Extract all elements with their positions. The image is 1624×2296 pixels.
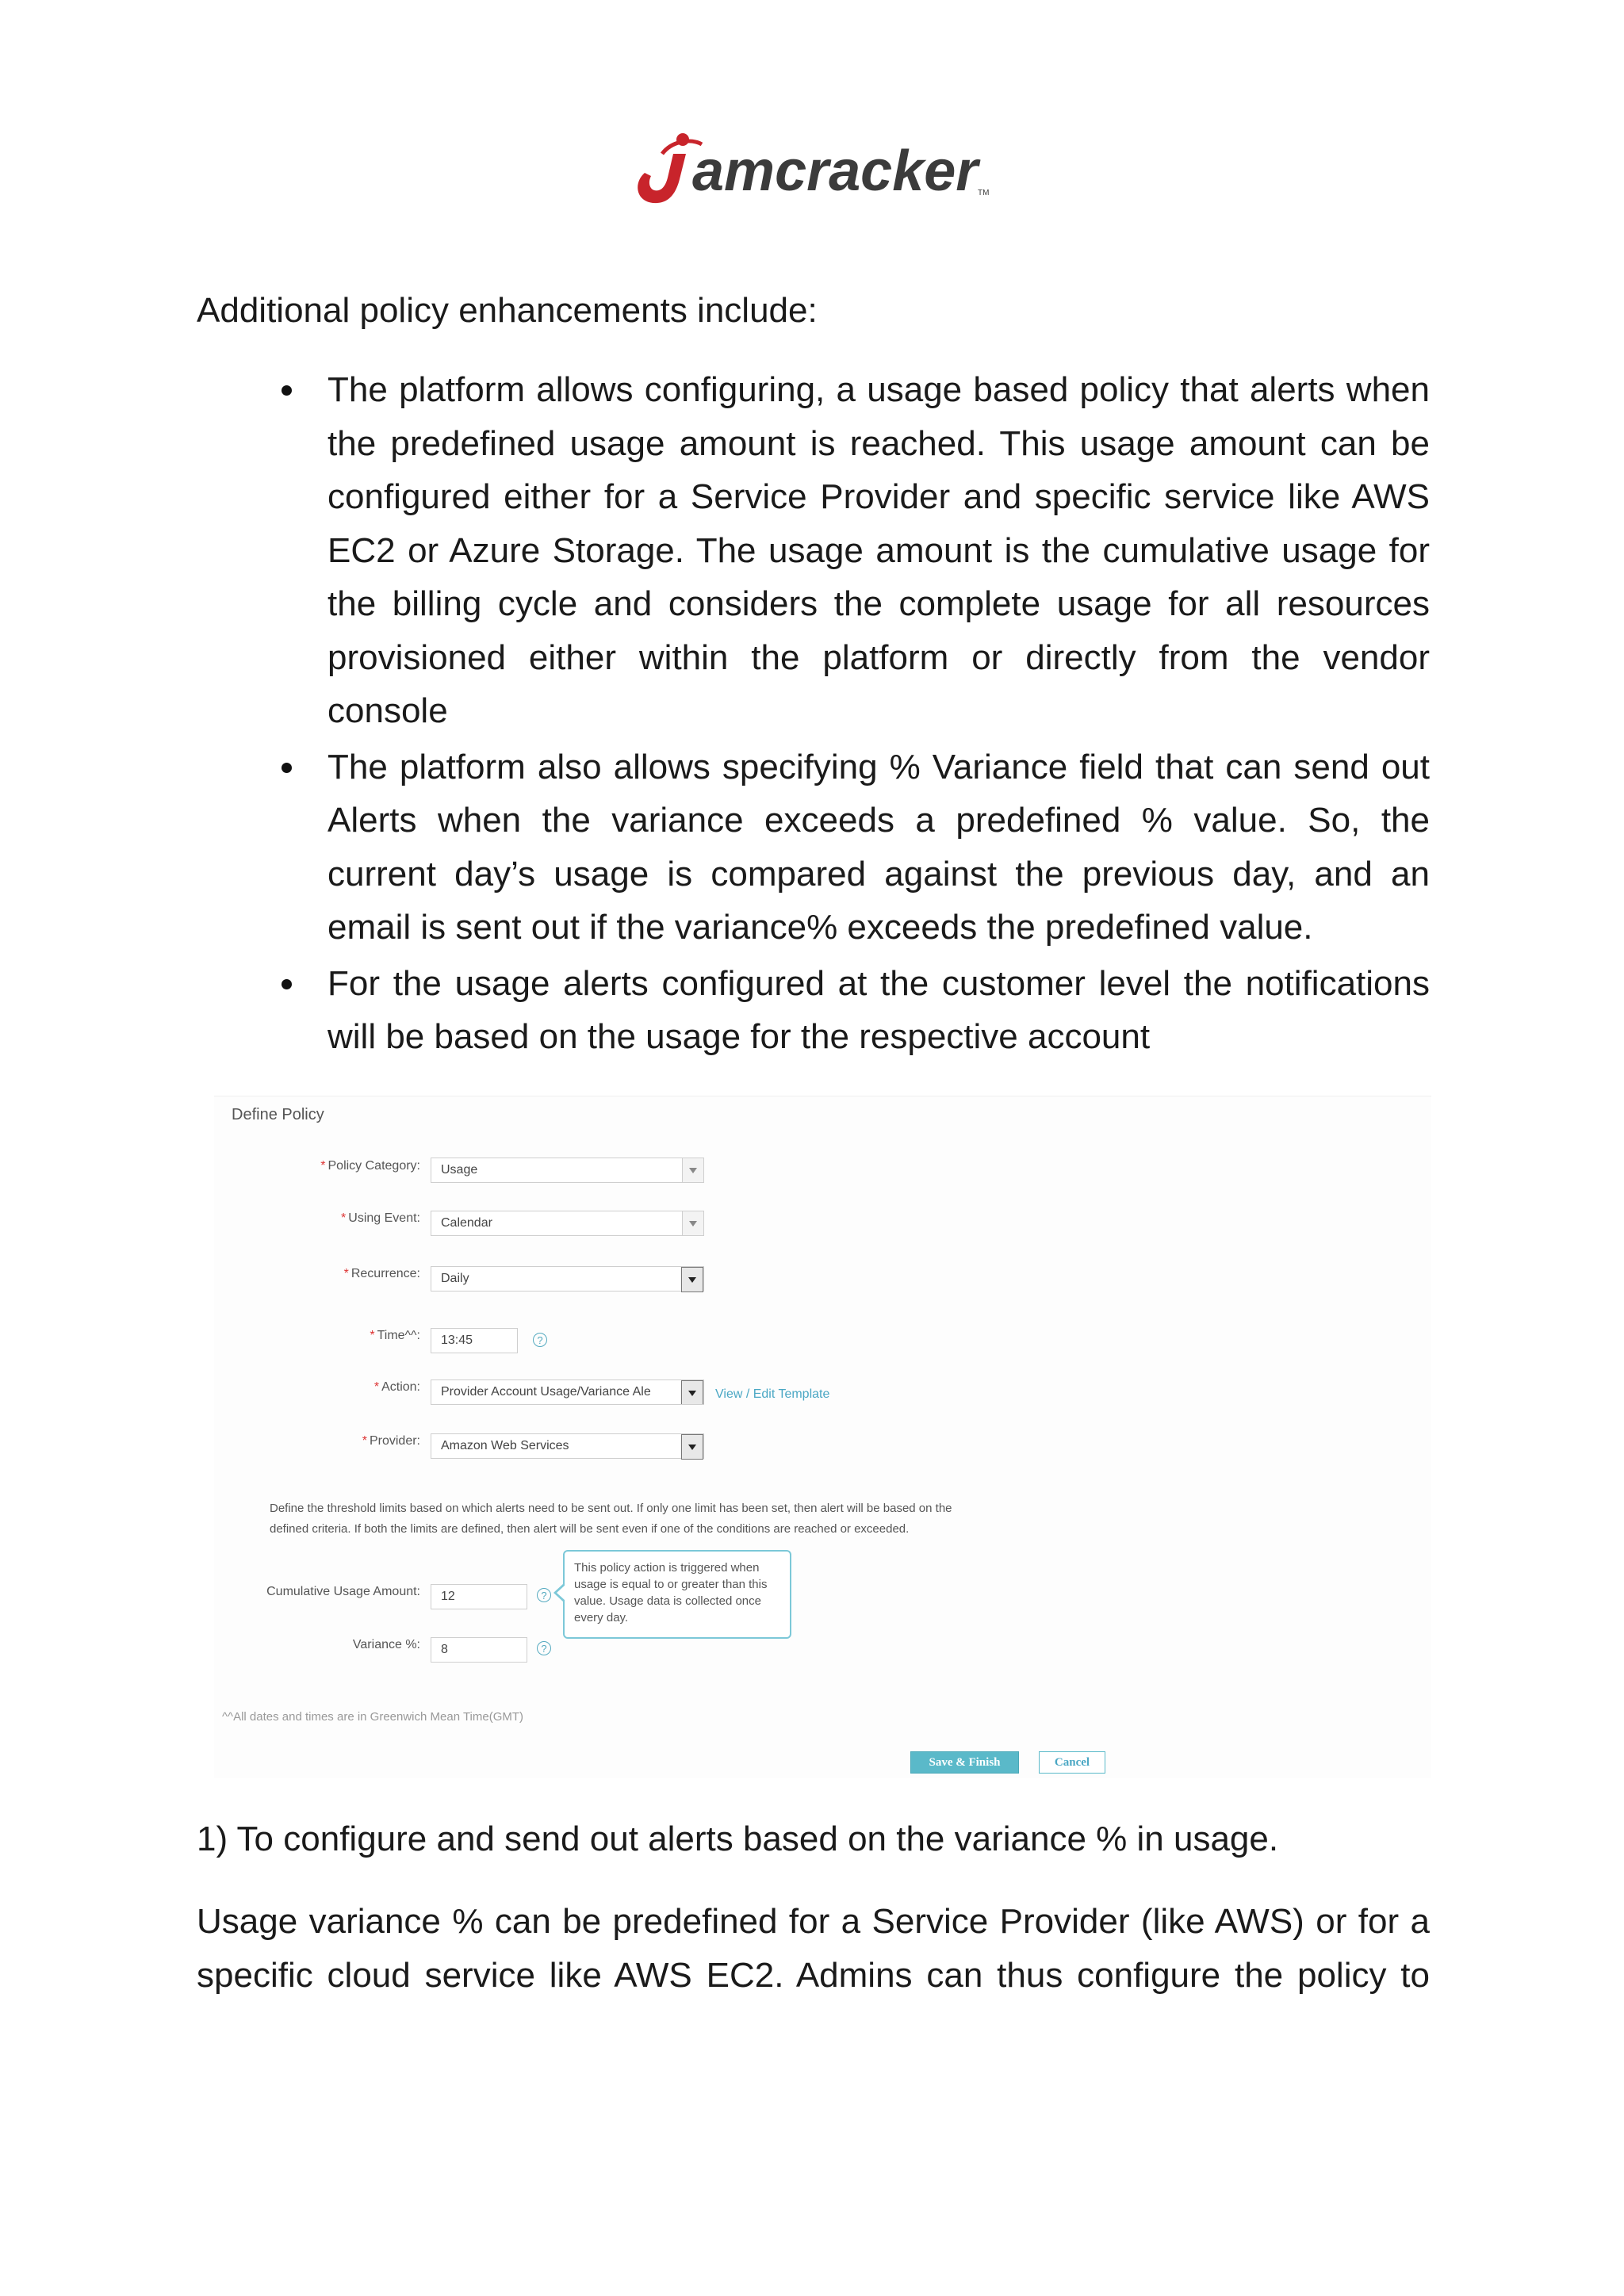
input-value: 8 [441,1643,448,1656]
list-item [197,740,1430,955]
help-icon[interactable]: ? [537,1588,551,1602]
using-event-label: * Using Event: [341,1211,420,1225]
time-label: * Time^^: [370,1329,420,1342]
save-finish-button[interactable]: Save & Finish [910,1751,1019,1774]
input-value: 13:45 [441,1334,473,1347]
chevron-down-icon [682,1211,703,1235]
chevron-down-icon [681,1434,703,1460]
bullet-text: For the usage alerts configured at the customer level the notifications will be based on the usage for the respective account [327,963,1430,1056]
intro-text: Additional policy enhancements include: [197,291,818,330]
bullet-list [197,363,1430,1066]
action-label: * Action: [373,1380,420,1394]
cumulative-usage-label: Cumulative Usage Amount: [266,1585,420,1598]
bullet-icon [282,763,292,773]
threshold-note: Define the threshold limits based on which alerts need to be sent out. If only one limit has been set, then alert will be based on the defined criteria. If both the limits are defined, then alert will be sent even if one of the conditions are reached or exceeded. [270,1502,952,1536]
variance-label: Variance %: [352,1638,420,1651]
logo-text: amcracker [692,140,979,203]
help-icon[interactable]: ? [537,1641,551,1655]
select-value: Daily [441,1272,469,1285]
list-item [197,363,1430,738]
bullet-text: The platform also allows specifying % Variance field that can send out Alerts when the variance exceeds a predefined % value. So, the current day’s usage is compared against the previous day, and an email is sent out if the variance% exceeds the predefined value. [327,747,1430,947]
recurrence-label: * Recurrence: [343,1267,420,1280]
required-marker: * [320,1159,326,1173]
chevron-down-icon [681,1267,703,1292]
jamcracker-logo [630,127,995,214]
chevron-down-icon [682,1158,703,1182]
help-icon[interactable]: ? [533,1333,547,1347]
cumulative-usage-input[interactable] [431,1584,527,1609]
view-edit-template-link[interactable]: View / Edit Template [715,1387,830,1401]
bullet-text: The platform allows configuring, a usage based policy that alerts when the predefined usage amount is reached. This usage amount can be configured either for a Service Provider and specific service like AWS EC2 or Azure Storage. The usage amount is the cumulative usage for the billing cycle and considers the complete usage for all resources provisioned either within the platform or directly from the vendor console [327,370,1430,730]
gmt-note: ^^All dates and times are in Greenwich Mean Time(GMT) [222,1710,524,1724]
select-value: Amazon Web Services [441,1439,569,1452]
bullet-icon [282,979,292,989]
time-input[interactable] [431,1328,518,1353]
list-item [197,957,1430,1064]
input-value: 12 [441,1590,455,1603]
select-value: Usage [441,1163,478,1177]
svg-text:TM: TM [978,189,990,197]
select-value: Calendar [441,1216,492,1230]
bullet-icon [282,385,292,396]
panel-title: Define Policy [232,1106,324,1123]
provider-select[interactable] [431,1433,704,1459]
variance-input[interactable] [431,1637,527,1663]
action-select[interactable] [431,1380,704,1405]
paragraph: Usage variance % can be predefined for a Service Provider (like AWS) or for a specific cloud service like AWS EC2. Admins can thus configure the policy to [197,1902,1430,1995]
recurrence-select[interactable] [431,1266,704,1292]
using-event-select[interactable] [431,1211,704,1236]
logo-mark [630,127,995,214]
cancel-button[interactable]: Cancel [1039,1751,1105,1774]
step-heading: 1) To configure and send out alerts based on the variance % in usage. [197,1820,1279,1858]
select-value: Provider Account Usage/Variance Ale [441,1385,651,1399]
provider-label: * Provider: [362,1434,420,1448]
policy-category-select[interactable] [431,1158,704,1183]
policy-category-label: * Policy Category: [320,1159,420,1173]
chevron-down-icon [681,1380,703,1405]
tooltip: This policy action is triggered when usage is equal to or greater than this value. Usage data is collected once every day. [563,1550,791,1639]
